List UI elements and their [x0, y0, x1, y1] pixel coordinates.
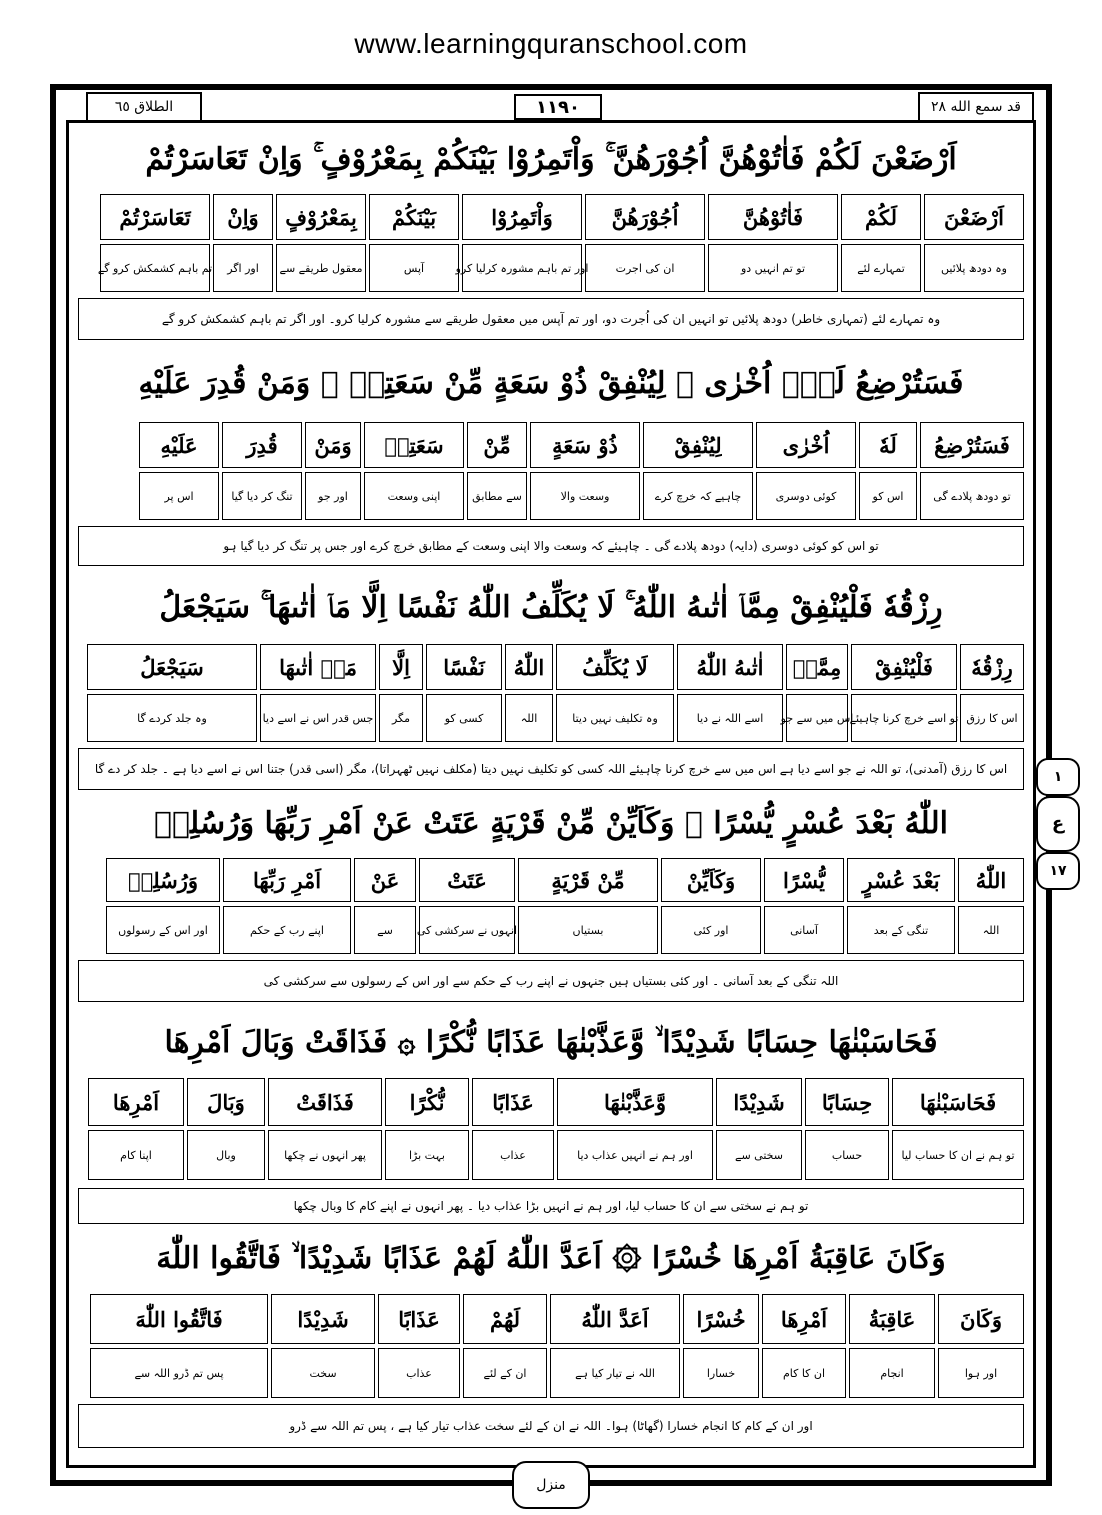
word-cell: فَذَاقَتْ [268, 1078, 382, 1126]
site-url[interactable]: www.learningquranschool.com [354, 28, 748, 59]
word-cell: حِسَابًا [805, 1078, 889, 1126]
word-cell: لَهُمْ [463, 1294, 547, 1344]
word-cell: اُخْرٰى [756, 422, 856, 468]
meaning-cell: کسی کو [426, 694, 502, 742]
meaning-cell: انجام [849, 1348, 935, 1398]
meaning-cell: جس قدر اس نے اسے دیا [260, 694, 376, 742]
meaning-cell: تو تم انہیں دو [708, 244, 838, 292]
word-cell: لَا يُكَلِّفُ [556, 644, 674, 690]
word-cell: وَكَانَ [938, 1294, 1024, 1344]
word-row [78, 422, 1024, 468]
meaning-cell: پس تم ڈرو اللہ سے [90, 1348, 268, 1398]
meaning-cell: اور اگر [213, 244, 273, 292]
word-cell: مِمَّاۤ [786, 644, 848, 690]
meaning-cell: اور ہوا [938, 1348, 1024, 1398]
word-cell: تَعَاسَرْتُمْ [100, 194, 210, 240]
word-cell: بَعْدَ عُسْرٍ [847, 858, 955, 902]
word-cell: فَلْيُنْفِقْ [851, 644, 957, 690]
word-cell: عَذَابًا [472, 1078, 554, 1126]
word-row [78, 1078, 1024, 1126]
verse-line: فَحَاسَبْنٰهَا حِسَابًا شَدِيْدًا ۙ وَّعَذَّبْنٰهَا عَذَابًا نُّكْرًا ۞ فَذَاقَتْ وَبَالَ اَمْرِهَا [164, 1025, 938, 1060]
para-name: قد سمع الله ٢٨ [918, 92, 1034, 122]
meaning-cell: سخت [271, 1348, 375, 1398]
meaning-cell: اللہ نے تیار کیا ہے [550, 1348, 680, 1398]
meaning-cell: سختی سے [716, 1130, 802, 1180]
ruku-marker: ع [1036, 796, 1080, 852]
manzil-marker: منزل [512, 1461, 590, 1509]
meaning-cell: چاہیے کہ خرچ کرے [643, 472, 753, 520]
translation-line: تو ہم نے سختی سے ان کا حساب لیا، اور ہم نے انہیں بڑا عذاب دیا ۔ پھر انہوں نے اپنے کام کا وبال چکھا [78, 1188, 1024, 1224]
meaning-cell: تو اسے خرچ کرنا چاہیئے [851, 694, 957, 742]
section-6 [78, 1228, 1024, 1433]
translation-line: تو اس کو کوئی دوسری (دایہ) دودھ پلادے گی ۔ چاہیئے کہ وسعت والا اپنی وسعت کے مطابق خرچ کرے اور جس پر تنگ کر دیا گیا ہو [78, 526, 1024, 566]
word-cell: وَّعَذَّبْنٰهَا [557, 1078, 713, 1126]
meaning-cell: اس پر [139, 472, 219, 520]
meaning-cell: تنگی کے بعد [847, 906, 955, 954]
meaning-cell: تمہارے لئے [841, 244, 921, 292]
word-cell: وَرُسُلِهٖ [106, 858, 220, 902]
verse-count-marker: ١ [1036, 758, 1080, 796]
meaning-cell: وہ تکلیف نہیں دیتا [556, 694, 674, 742]
meaning-cell: اور اس کے رسولوں [106, 906, 220, 954]
word-cell: اَمْرِهَا [88, 1078, 184, 1126]
translation-line: اس کا رزق (آمدنی)، تو اللہ نے جو اسے دیا ہے اس میں سے خرچ کرنا چاہیئے اللہ کسی کو تکلیف نہیں دیتا (مکلف نہیں ٹھہراتا)، مگر (اسی قدر) جتنا اس نے اسے دیا ہے ۔ جلد کر دے گا [78, 748, 1024, 790]
word-cell: مِّنْ قَرْيَةٍ [518, 858, 658, 902]
translation-line: اللہ تنگی کے بعد آسانی ۔ اور کئی بستیاں ہیں جنہوں نے اپنے رب کے حکم سے اور اس کے رسولوں سے سرکشی کی [78, 960, 1024, 1002]
word-cell: سَيَجْعَلُ [87, 644, 257, 690]
verse-line: وَكَانَ عَاقِبَةُ اَمْرِهَا خُسْرًا ۞ اَعَدَّ اللّٰهُ لَهُمْ عَذَابًا شَدِيْدًا ۙ فَاتَّقُوا اللّٰهَ [156, 1241, 946, 1276]
word-cell: وَبَالَ [187, 1078, 265, 1126]
meaning-cell: مگر [379, 694, 423, 742]
meaning-cell: اس میں سے جو [786, 694, 848, 742]
word-cell: عَاقِبَةُ [849, 1294, 935, 1344]
meaning-cell: بستیاں [518, 906, 658, 954]
meaning-cell: ان کا کام [762, 1348, 846, 1398]
verse-line: اَرْضَعْنَ لَكُمْ فَاٰتُوْهُنَّ اُجُوْرَهُنَّ ۚ وَاْتَمِرُوْا بَيْنَكُمْ بِمَعْرُوْفٍ ۚ وَاِنْ تَعَاسَرْتُمْ [145, 142, 957, 177]
translation-line: وہ تمہارے لئے (تمہاری خاطر) دودھ پلائیں تو انہیں ان کی اُجرت دو، اور تم آپس میں معقول طریقے سے مشورہ کرلیا کرو۔ اور اگر تم باہم کشمکش کرو گے [78, 298, 1024, 340]
surah-name: الطلاق ٦٥ [86, 92, 202, 122]
word-cell: بِمَعْرُوْفٍ [276, 194, 366, 240]
meaning-cell: پھر انہوں نے چکھا [268, 1130, 382, 1180]
word-cell: لَهٗ [859, 422, 917, 468]
word-cell: ذُوْ سَعَةٍ [530, 422, 640, 468]
meaning-cell: کوئی دوسری [756, 472, 856, 520]
meaning-cell: تم باہم کشمکش کرو گے [100, 244, 210, 292]
word-cell: قُدِرَ [222, 422, 302, 468]
meaning-cell: وہ دودھ پلائیں [924, 244, 1024, 292]
word-cell: لِيُنْفِقْ [643, 422, 753, 468]
word-cell: مَاۤ اٰتٰىهَا [260, 644, 376, 690]
word-cell: عَلَيْهِ [139, 422, 219, 468]
ruku-count-marker: ١٧ [1036, 852, 1080, 890]
word-cell: فَحَاسَبْنٰهَا [892, 1078, 1024, 1126]
word-cell: اَمْرِ رَبِّهَا [223, 858, 351, 902]
word-cell: سَعَتِهٖ [364, 422, 464, 468]
word-cell: اِلَّا [379, 644, 423, 690]
meaning-cell: اس کا رزق [960, 694, 1024, 742]
word-cell: اَعَدَّ اللّٰهُ [550, 1294, 680, 1344]
meaning-cell: اللہ [505, 694, 553, 742]
section-2 [78, 352, 1024, 553]
word-cell: فَاتَّقُوا اللّٰهَ [90, 1294, 268, 1344]
word-cell: عَذَابًا [378, 1294, 460, 1344]
word-cell: خُسْرًا [683, 1294, 759, 1344]
word-cell: شَدِيْدًا [271, 1294, 375, 1344]
meaning-cell: اللہ [958, 906, 1024, 954]
meaning-cell: تو ہم نے ان کا حساب لیا [892, 1130, 1024, 1180]
word-cell: رِزْقُهٗ [960, 644, 1024, 690]
meaning-cell: ان کے لئے [463, 1348, 547, 1398]
page-number: ١١٩٠ [514, 94, 602, 120]
meaning-cell: آسانی [764, 906, 844, 954]
meaning-cell: اسے اللہ نے دیا [677, 694, 783, 742]
meaning-cell: عذاب [472, 1130, 554, 1180]
meaning-cell: تنگ کر دیا گیا [222, 472, 302, 520]
word-cell: لَكُمْ [841, 194, 921, 240]
meaning-cell: اس کو [859, 472, 917, 520]
meaning-cell: سے مطابق [467, 472, 527, 520]
section-5 [78, 1012, 1024, 1213]
meaning-cell: معقول طریقے سے [276, 244, 366, 292]
word-row [78, 858, 1024, 902]
word-cell: شَدِيْدًا [716, 1078, 802, 1126]
meaning-row [78, 906, 1024, 954]
meaning-cell: سے [354, 906, 416, 954]
meaning-cell: ان کی اجرت [585, 244, 705, 292]
word-cell: اَمْرِهَا [762, 1294, 846, 1344]
meaning-cell: اپنی وسعت [364, 472, 464, 520]
meaning-row [78, 694, 1024, 742]
word-cell: وَاْتَمِرُوْا [462, 194, 582, 240]
meaning-cell: وبال [187, 1130, 265, 1180]
word-cell: نُّكْرًا [385, 1078, 469, 1126]
word-row [78, 1294, 1024, 1344]
word-cell: عَتَتْ [419, 858, 515, 902]
word-cell: فَسَتُرْضِعُ [920, 422, 1024, 468]
meaning-cell: اور جو [305, 472, 361, 520]
meaning-cell: اور تم باہم مشورہ کرلیا کرو [462, 244, 582, 292]
meaning-cell: خسارا [683, 1348, 759, 1398]
meaning-cell: انہوں نے سرکشی کی [419, 906, 515, 954]
word-cell: اللّٰهُ [505, 644, 553, 690]
translation-line: اور ان کے کام کا انجام خسارا (گھاٹا) ہوا۔ اللہ نے ان کے لئے سخت عذاب تیار کیا ہے ، پس تم اللہ سے ڈرو [78, 1404, 1024, 1448]
meaning-cell: اور کئی [661, 906, 761, 954]
section-4 [78, 792, 1024, 988]
meaning-cell: وہ جلد کردے گا [87, 694, 257, 742]
word-row [78, 194, 1024, 240]
meaning-row [78, 1348, 1024, 1398]
word-cell: مِّنْ [467, 422, 527, 468]
word-cell: عَنْ [354, 858, 416, 902]
section-1 [78, 128, 1024, 326]
word-cell: اللّٰهُ [958, 858, 1024, 902]
word-cell: وَاِنْ [213, 194, 273, 240]
verse-line: اللّٰهُ بَعْدَ عُسْرٍ يُّسْرًا ۞ وَكَاَيِّنْ مِّنْ قَرْيَةٍ عَتَتْ عَنْ اَمْرِ رَبِّهَا وَرُسُلِهٖ [154, 806, 948, 841]
meaning-cell: اور ہم نے انہیں عذاب دیا [557, 1130, 713, 1180]
word-cell: اُجُوْرَهُنَّ [585, 194, 705, 240]
meaning-cell: حساب [805, 1130, 889, 1180]
word-cell: نَفْسًا [426, 644, 502, 690]
meaning-row [78, 1130, 1024, 1180]
verse-line: رِزْقُهٗ فَلْيُنْفِقْ مِمَّاۤ اٰتٰىهُ اللّٰهُ ۚ لَا يُكَلِّفُ اللّٰهُ نَفْسًا اِلَّا مَاۤ اٰتٰىهَا ۚ سَيَجْعَلُ [159, 590, 943, 625]
word-cell: اَرْضَعْنَ [924, 194, 1024, 240]
meaning-row [78, 472, 1024, 520]
meaning-cell: وسعت والا [530, 472, 640, 520]
meaning-cell: آپس [369, 244, 459, 292]
word-row [78, 644, 1024, 690]
word-cell: يُّسْرًا [764, 858, 844, 902]
meaning-cell: بہت بڑا [385, 1130, 469, 1180]
meaning-cell: اپنے رب کے حکم [223, 906, 351, 954]
meaning-cell: اپنا کام [88, 1130, 184, 1180]
meaning-cell: عذاب [378, 1348, 460, 1398]
meaning-cell: تو دودھ پلادے گی [920, 472, 1024, 520]
word-cell: وَكَاَيِّنْ [661, 858, 761, 902]
word-cell: اٰتٰىهُ اللّٰهُ [677, 644, 783, 690]
word-cell: بَيْنَكُمْ [369, 194, 459, 240]
verse-line: فَسَتُرْضِعُ لَهٗۤ اُخْرٰى ۞ لِيُنْفِقْ ذُوْ سَعَةٍ مِّنْ سَعَتِهٖ ۚ وَمَنْ قُدِرَ عَلَيْهِ [138, 366, 964, 401]
meaning-row [78, 244, 1024, 292]
section-3 [78, 576, 1024, 776]
word-cell: فَاٰتُوْهُنَّ [708, 194, 838, 240]
word-cell: وَمَنْ [305, 422, 361, 468]
